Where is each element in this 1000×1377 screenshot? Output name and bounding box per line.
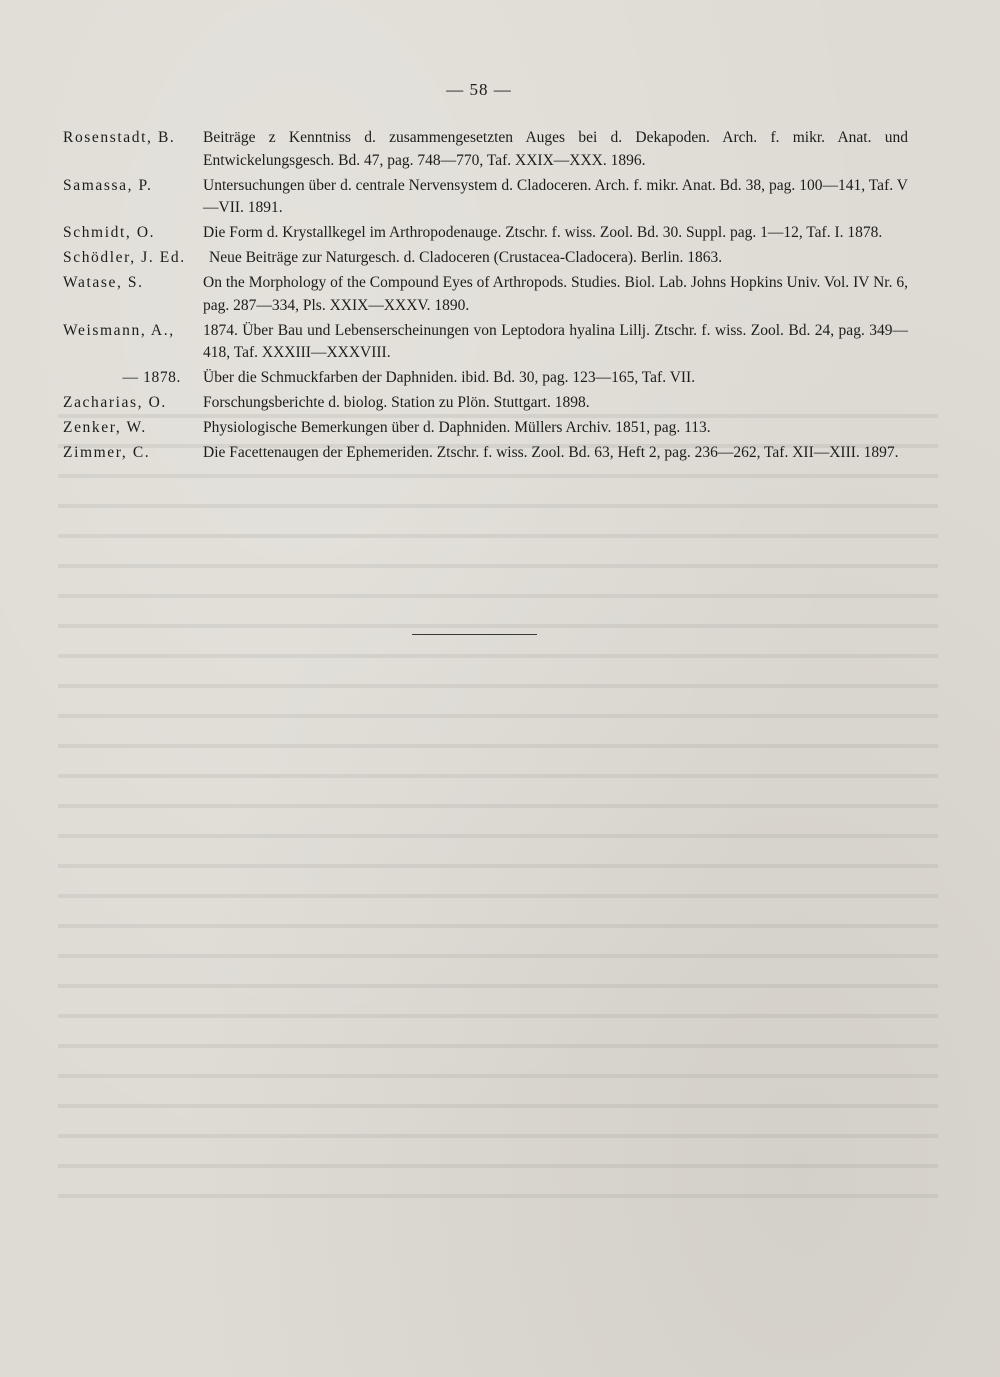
bibliography-list (63, 127, 908, 467)
entry-author: Zimmer, C. (63, 444, 151, 461)
entry-citation: Beiträge z Kenntniss d. zusammengesetzten Auges bei d. Dekapoden. Arch. f. mikr. Anat. und Entwickelungsgesch. Bd. 47, pag. 748—770, Taf. XXIX—XXX. 1896. (203, 129, 908, 169)
bibliography-entry (63, 222, 908, 245)
entry-author: — 1878. (122, 369, 181, 386)
entry-author: Zenker, W. (63, 419, 147, 436)
entry-citation: Untersuchungen über d. centrale Nervensystem d. Cladoceren. Arch. f. mikr. Anat. Bd. 38, pag. 100—141, Taf. V—VII. 1891. (203, 176, 908, 216)
entry-author: Schödler, J. Ed. (63, 249, 186, 266)
bibliography-entry (63, 442, 908, 465)
entry-citation: Neue Beiträge zur Naturgesch. d. Cladoceren (Crustacea-Cladocera). Berlin. 1863. (209, 249, 723, 266)
entry-author: Rosenstadt, B. (63, 129, 176, 146)
show-through-background (58, 400, 938, 1200)
entry-author: Samassa, P. (63, 176, 153, 194)
bibliography-entry (63, 392, 908, 415)
bibliography-entry (63, 272, 908, 317)
bibliography-entry (63, 175, 908, 220)
bibliography-entry (63, 417, 908, 440)
bibliography-entry (63, 320, 908, 365)
entry-citation: Die Form d. Krystallkegel im Arthropodenauge. Ztschr. f. wiss. Zool. Bd. 30. Suppl. pag. 1—12, Taf. I. 1878. (203, 224, 883, 241)
bibliography-entry (63, 247, 908, 270)
entry-author: Watase, S. (63, 274, 144, 291)
entry-citation: Über die Schmuckfarben der Daphniden. ibid. Bd. 30, pag. 123—165, Taf. VII. (203, 369, 696, 386)
page-number: — 58 — (446, 80, 512, 99)
entry-citation: Forschungsberichte d. biolog. Station zu Plön. Stuttgart. 1898. (203, 394, 590, 411)
entry-author: Schmidt, O. (63, 224, 156, 241)
entry-author: Zacharias, O. (63, 394, 167, 411)
bibliography-entry (63, 367, 908, 390)
entry-citation: On the Morphology of the Compound Eyes of Arthropods. Studies. Biol. Lab. Johns Hopkins Univ. Vol. IV Nr. 6, pag. 287—334, Pls. XXIX—XXXV. 1890. (203, 274, 908, 314)
entry-citation: Physiologische Bemerkungen über d. Daphniden. Müllers Archiv. 1851, pag. 113. (203, 419, 711, 436)
end-divider-rule (412, 634, 537, 635)
entry-author: Weismann, A., (63, 321, 175, 339)
entry-citation: Die Facettenaugen der Ephemeriden. Ztschr. f. wiss. Zool. Bd. 63, Heft 2, pag. 236—262, Taf. XII—XIII. 1897. (203, 444, 899, 461)
bibliography-entry (63, 127, 908, 172)
entry-citation: 1874. Über Bau und Lebenserscheinungen von Leptodora hyalina Lillj. Ztschr. f. wiss. Zool. Bd. 24, pag. 349—418, Taf. XXXIII—XXXVIII. (203, 321, 908, 361)
